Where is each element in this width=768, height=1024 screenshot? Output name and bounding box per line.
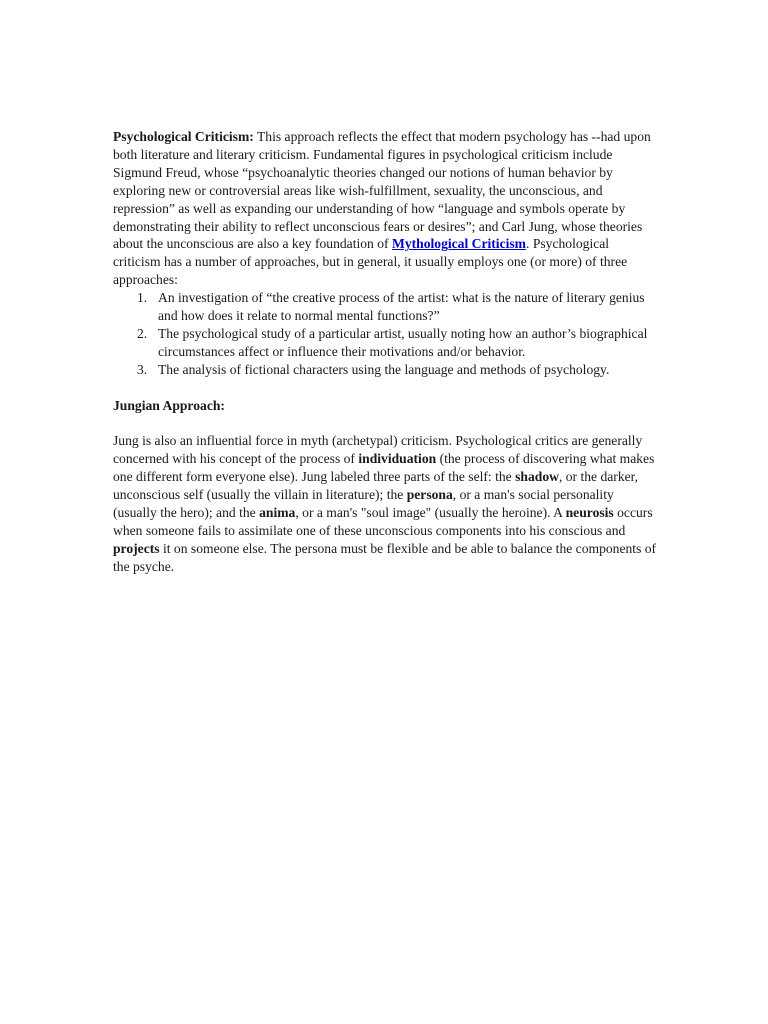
list-item bbox=[113, 361, 658, 379]
section-heading-jungian-approach: Jungian Approach: bbox=[113, 397, 225, 413]
jungian-text: , or the darker, unconscious self (usually the villain in literature); the bbox=[113, 469, 639, 503]
paragraph-spacer bbox=[113, 414, 658, 432]
jungian-text: (the process of discovering what makes one different form everyone else). Jung labeled three parts of the self: the bbox=[113, 451, 655, 485]
jungian-text: it on someone else. The persona must be flexible and be able to balance the components of the psyche. bbox=[113, 540, 657, 574]
jungian-paragraph bbox=[113, 432, 658, 575]
intro-paragraph bbox=[113, 128, 658, 289]
list-item bbox=[113, 289, 658, 325]
term-anima: anima bbox=[259, 505, 296, 520]
jungian-text: , or a man's social personality (usually the hero); and the bbox=[113, 487, 614, 520]
document-page bbox=[113, 128, 658, 576]
jungian-text: , or a man's "soul image" (usually the heroine). A bbox=[295, 505, 566, 520]
paragraph-spacer bbox=[113, 379, 658, 397]
list-item-number: 2. bbox=[137, 325, 148, 341]
list-item bbox=[113, 325, 658, 361]
mythological-criticism-link[interactable]: Mythological Criticism bbox=[391, 236, 527, 252]
term-projects: projects bbox=[113, 540, 160, 556]
term-individuation: individuation bbox=[358, 451, 437, 467]
section-heading-psychological-criticism: Psychological Criticism: bbox=[113, 129, 254, 144]
jungian-text: occurs when someone fails to assimilate one of these unconscious components into his conscious and bbox=[113, 505, 653, 538]
list-item-number: 1. bbox=[137, 290, 148, 306]
term-neurosis: neurosis bbox=[565, 505, 614, 520]
intro-text-continued: . Psychological criticism has a number of approaches, but in general, it usually employs one (or more) of three approaches: bbox=[113, 236, 628, 288]
jungian-text: Jung is also an influential force in myth (archetypal) criticism. Psychological critics are generally concerned with his concept of the process of bbox=[113, 433, 643, 467]
list-item-number: 3. bbox=[137, 361, 148, 377]
term-shadow: shadow bbox=[515, 469, 559, 485]
list-item-text: The psychological study of a particular artist, usually noting how an author’s biographical circumstances affect or influence their motivations and/or behavior. bbox=[158, 325, 648, 359]
intro-text: This approach reflects the effect that modern psychology has --had upon both literature and literary criticism. Fundamental figures in psychological criticism include Sigmund Freud, whose “psychoanalytic theories changed our notions of human behavior by exploring new or controversial areas like wish-fulfillment, sexuality, the unconscious, and repression” as well as expanding our understanding of how “language and symbols operate by demonstrating their ability to reflect unconscious fears or desires”; and Carl Jung, whose theories about the unconscious are also a key foundation of bbox=[113, 129, 651, 252]
list-item-text: An investigation of “the creative process of the artist: what is the nature of literary genius and how does it relate to normal mental functions?” bbox=[158, 290, 645, 324]
list-item-text: The analysis of fictional characters using the language and methods of psychology. bbox=[158, 361, 610, 377]
approaches-list bbox=[113, 289, 658, 379]
term-persona: persona bbox=[406, 487, 453, 503]
